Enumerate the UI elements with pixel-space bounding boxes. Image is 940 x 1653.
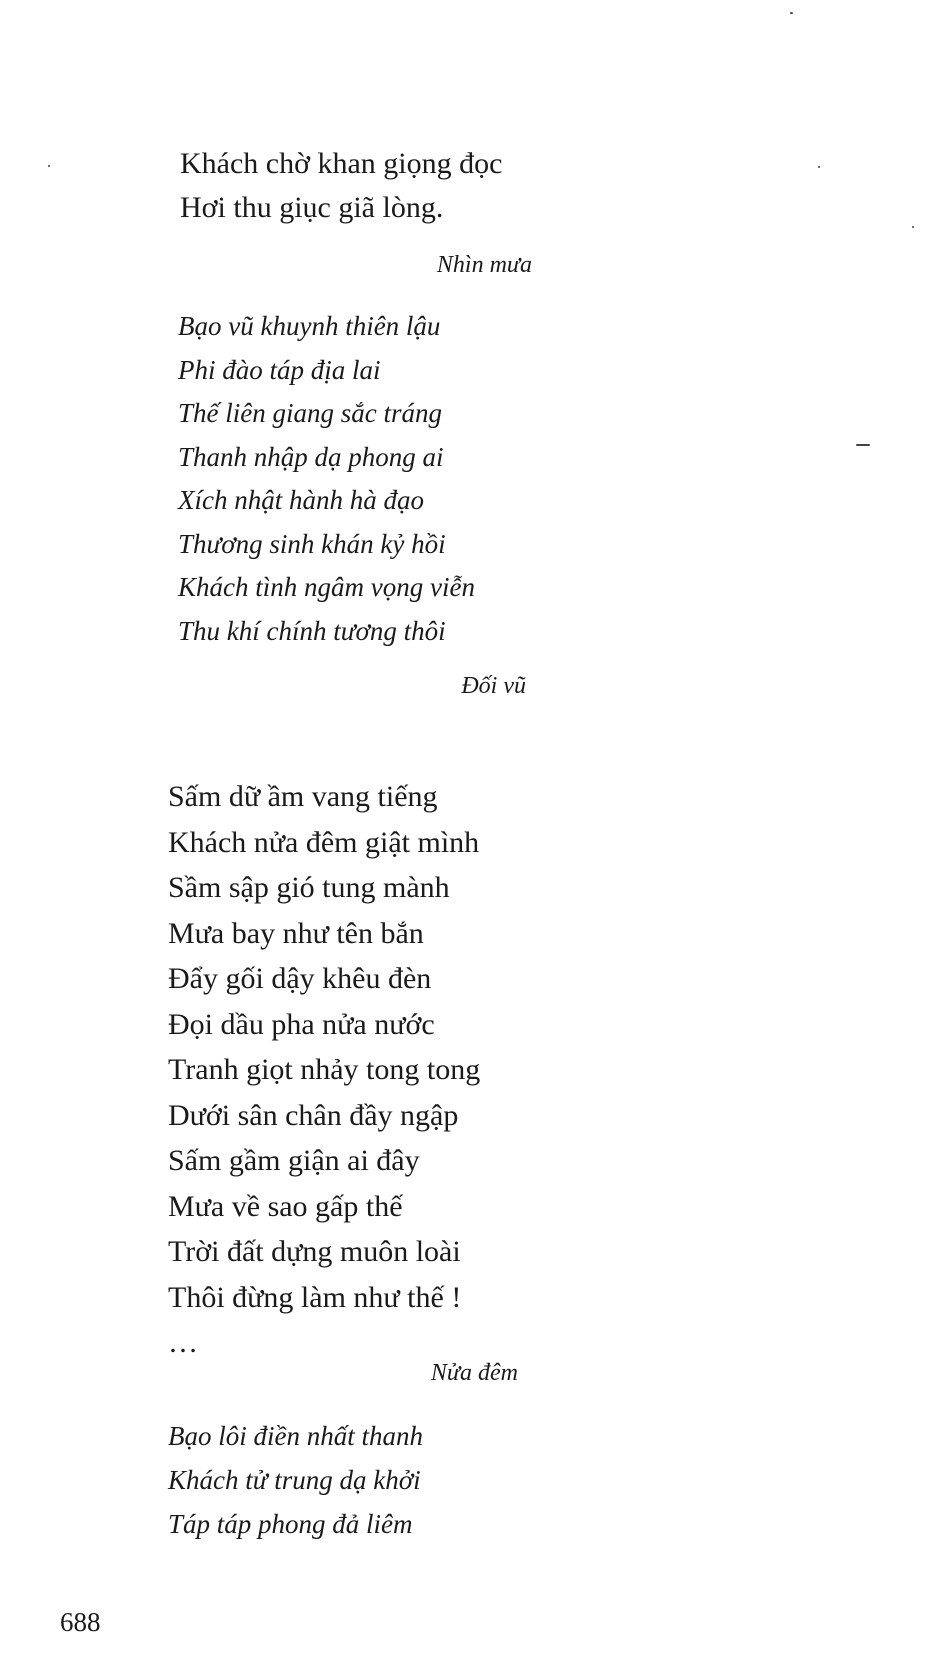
- poem-line: Mưa bay như tên bắn: [168, 916, 424, 950]
- poem-line: Thế liên giang sắc tráng: [178, 398, 442, 428]
- poem-line: Khách tử trung dạ khởi: [168, 1465, 421, 1495]
- poem-line: Hơi thu giục giã lòng.: [180, 191, 444, 224]
- poem-line: Trời đất dựng muôn loài: [168, 1235, 461, 1268]
- scan-speck: [912, 226, 914, 228]
- han-viet-poem-nhin-mua: [178, 305, 475, 653]
- vietnamese-poem-translation: [168, 774, 480, 1366]
- poem-line: Sấm gầm giận ai đây: [168, 1144, 420, 1177]
- poem-line: Bạo lôi điền nhất thanh: [168, 1421, 423, 1451]
- han-viet-poem-nua-dem: [168, 1414, 423, 1546]
- intro-stanza: [180, 142, 502, 230]
- scan-speck: [48, 165, 50, 167]
- section-title: Đối vũ: [461, 673, 526, 699]
- scan-speck: [790, 12, 793, 14]
- poem-line: Mưa về sao gấp thế: [168, 1189, 403, 1223]
- ellipsis: …: [168, 1326, 198, 1359]
- poem-line: Thu khí chính tương thôi: [178, 615, 446, 646]
- poem-line: Khách chờ khan giọng đọc: [180, 147, 503, 180]
- poem-line: Thương sinh khán kỷ hồi: [178, 528, 446, 559]
- page-number: 688: [60, 1607, 101, 1637]
- poem-line: Đẩy gối dậy khêu đèn: [168, 962, 432, 995]
- poem-line: Dưới sân chân đầy ngập: [168, 1098, 459, 1132]
- poem-line: Thôi đừng làm như thế !: [168, 1280, 462, 1314]
- poem-line: Táp táp phong đả liêm: [168, 1509, 413, 1539]
- poem-line: Thanh nhập dạ phong ai: [178, 441, 444, 472]
- poem-line: Đọi dầu pha nửa nước: [168, 1007, 435, 1041]
- section-title: Nhìn mưa: [436, 252, 532, 278]
- poem-line: Khách nửa đêm giật mình: [168, 825, 480, 859]
- section-title: Nửa đêm: [430, 1360, 518, 1386]
- poem-line: Sấm dữ ầm vang tiếng: [168, 780, 438, 813]
- scan-speck: [856, 444, 870, 446]
- poem-line: Tranh giọt nhảy tong tong: [168, 1053, 481, 1086]
- poem-line: Sầm sập gió tung mành: [168, 871, 450, 904]
- poem-line: Phi đào táp địa lai: [178, 354, 381, 385]
- poem-line: Xích nhật hành hà đạo: [178, 485, 424, 515]
- scan-speck: [818, 166, 820, 168]
- poem-line: Khách tình ngâm vọng viễn: [178, 572, 475, 602]
- poem-line: Bạo vũ khuynh thiên lậu: [178, 311, 441, 341]
